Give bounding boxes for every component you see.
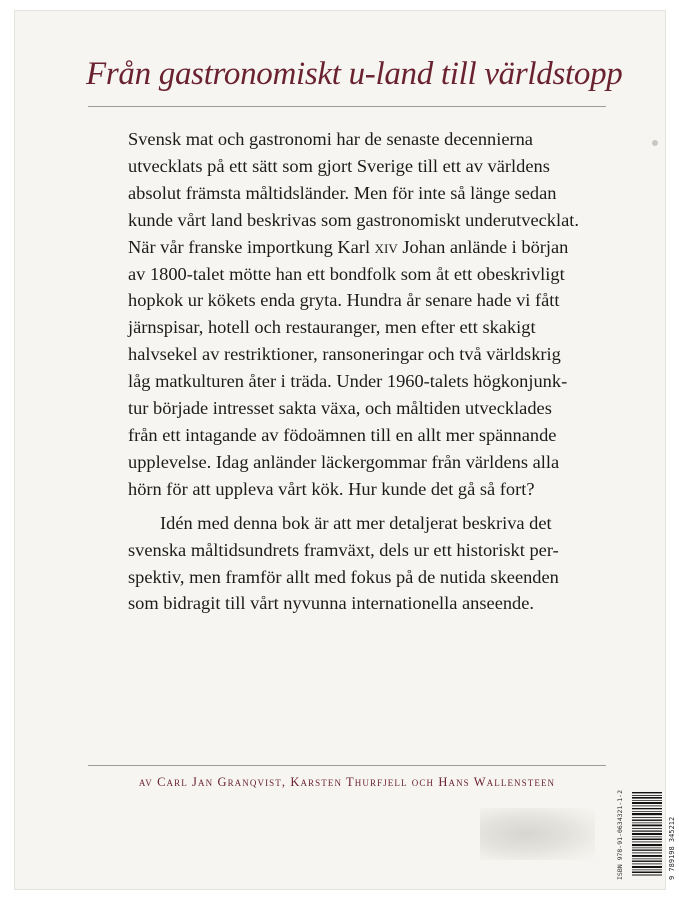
- page-title: Från gastronomiskt u-land till världstopp: [86, 56, 623, 92]
- text-line: järnspisar, hotell och restauranger, men efter ett skakigt: [128, 317, 536, 338]
- text-line: Idén med denna bok är att mer detaljerat beskriva det: [160, 512, 552, 533]
- text-line: av 1800-talet mötte han ett bondfolk som åt ett obeskrivligt: [128, 263, 565, 284]
- text-line: hopkok ur kökets enda gryta. Hundra år senare hade vi fått: [128, 290, 560, 311]
- text-line: absolut främsta måltidsländer. Men för inte så länge sedan: [128, 182, 557, 203]
- text-line: tur började intresset sakta växa, och måltiden utvecklades: [128, 398, 552, 419]
- text-fragment: Johan anlände i början: [397, 236, 569, 257]
- text-line: från ett intagande av födoämnen till en allt mer spännande: [128, 424, 557, 445]
- top-divider: [88, 106, 606, 107]
- text-line: låg matkulturen åter i träda. Under 1960-talets högkonjunk-: [128, 371, 568, 392]
- bottom-divider: [88, 765, 606, 766]
- text-line: halvsekel av restriktioner, ransoneringar och två världskrig: [128, 344, 561, 365]
- text-line: spektiv, men framför allt med fokus på de nutida skeenden: [128, 566, 559, 587]
- text-line: [128, 234, 598, 261]
- isbn-number: ISBN 978-91-0634321-1-2: [616, 789, 624, 880]
- blurb-text: [128, 126, 598, 617]
- text-line: Svensk mat och gastronomi har de senaste decennierna: [128, 129, 533, 149]
- regnal-number: xiv: [374, 236, 398, 257]
- text-line: utvecklats på ett sätt som gjort Sverige till ett av världens: [128, 155, 550, 176]
- text-line: upplevelse. Idag anländer läckergommar från världens alla: [128, 451, 560, 472]
- price-sticker-residue: [480, 808, 595, 860]
- ean-number: 9 789198 345212: [668, 816, 676, 880]
- author-credits: av Carl Jan Granqvist, Karsten Thurfjell och Hans Wallensteen: [138, 775, 556, 789]
- text-line: kunde vårt land beskrivas som gastronomiskt underutvecklat.: [128, 209, 579, 230]
- edge-mark: [652, 140, 658, 146]
- text-line: som bidragit till vårt nyvunna internationella anseende.: [128, 593, 535, 614]
- text-fragment: När vår franske importkung Karl: [128, 236, 375, 257]
- text-line: svenska måltidsundrets framväxt, dels ur ett historiskt per-: [128, 539, 559, 560]
- text-line: hörn för att uppleva vårt kök. Hur kunde det gå så fort?: [128, 478, 535, 499]
